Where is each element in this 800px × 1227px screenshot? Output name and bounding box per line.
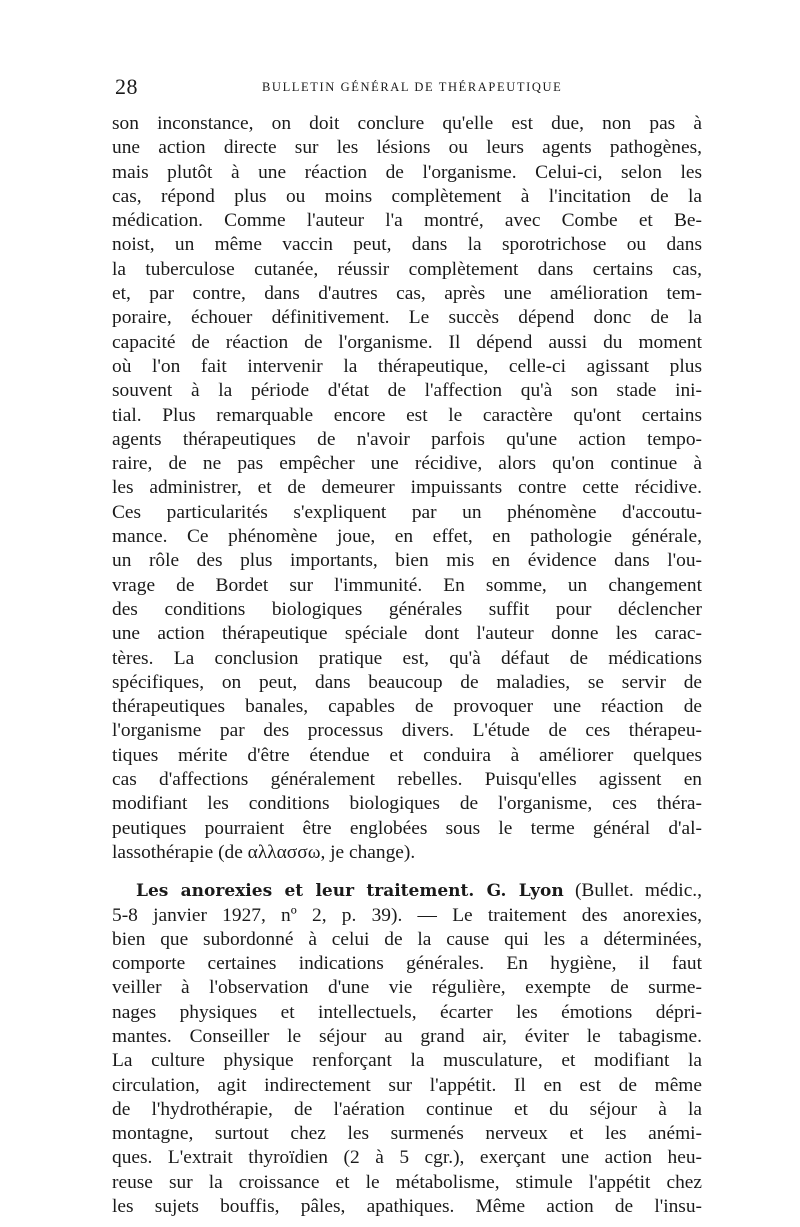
text-line: modifiant les conditions biologiques de l'organisme, ces théra- bbox=[112, 793, 702, 815]
text-line: l'organisme par des processus divers. L'étude de ces thérapeu- bbox=[112, 720, 702, 742]
text-line: spécifiques, on peut, dans beaucoup de maladies, se servir de bbox=[112, 671, 702, 693]
text-line: souvent à la période d'état de l'affection qu'à son stade ini- bbox=[112, 380, 702, 402]
text-line: mance. Ce phénomène joue, en effet, en pathologie générale, bbox=[112, 526, 702, 548]
text-line: lassothérapie (de αλλασσω, je change). bbox=[112, 841, 416, 863]
text-line: thérapeutiques banales, capables de provoquer une réaction de bbox=[112, 696, 702, 718]
text-line: poraire, échouer définitivement. Le succès dépend donc de la bbox=[112, 307, 702, 329]
text-line: son inconstance, on doit conclure qu'elle est due, non pas à bbox=[112, 113, 702, 134]
paragraph-gap bbox=[112, 865, 702, 879]
text-line: tiques mérite d'être étendue et conduira à améliorer quelques bbox=[112, 744, 702, 766]
text-line: montagne, surtout chez les surmenés nerveux et les anémi- bbox=[112, 1123, 702, 1145]
text-line: les administrer, et de demeurer impuissants contre cette récidive. bbox=[112, 477, 702, 499]
text-line: mais plutôt à une réaction de l'organisme. Celui-ci, selon les bbox=[112, 161, 702, 183]
text-line: où l'on fait intervenir la thérapeutique, celle-ci agissant plus bbox=[112, 355, 702, 377]
section-anorexies bbox=[112, 879, 702, 1219]
text-line: et, par contre, dans d'autres cas, après une amélioration tem- bbox=[112, 283, 702, 305]
section-first-line bbox=[112, 879, 702, 903]
text-line: agents thérapeutiques de n'avoir parfois qu'une action tempo- bbox=[112, 428, 702, 450]
text-line: capacité de réaction de l'organisme. Il dépend aussi du moment bbox=[112, 331, 702, 353]
text-line: nages physiques et intellectuels, écarter les émotions dépri- bbox=[112, 1001, 702, 1023]
text-line: une action thérapeutique spéciale dont l'auteur donne les carac- bbox=[112, 623, 702, 645]
text-line: Ces particularités s'expliquent par un phénomène d'accoutu- bbox=[112, 501, 702, 523]
text-line: 5-8 janvier 1927, nº 2, p. 39). — Le traitement des anorexies, bbox=[112, 904, 702, 926]
page-number: 28 bbox=[115, 74, 138, 99]
running-head: BULLETIN GÉNÉRAL DE THÉRAPEUTIQUE bbox=[262, 80, 563, 94]
text-line: La culture physique renforçant la musculature, et modifiant la bbox=[112, 1050, 702, 1072]
text-line: reuse sur la croissance et le métabolisme, stimule l'appétit chez bbox=[112, 1171, 702, 1193]
text-line: un rôle des plus importants, bien mis en évidence dans l'ou- bbox=[112, 550, 702, 572]
text-line: une action directe sur les lésions ou leurs agents pathogènes, bbox=[112, 137, 702, 159]
page-header bbox=[115, 74, 710, 104]
text-line: tères. La conclusion pratique est, qu'à défaut de médications bbox=[112, 647, 702, 669]
text-line: la tuberculose cutanée, réussir complètement dans certains cas, bbox=[112, 258, 702, 280]
paragraph-1 bbox=[112, 112, 702, 865]
text-line: mantes. Conseiller le séjour au grand air, éviter le tabagisme. bbox=[112, 1025, 702, 1047]
text-line: des conditions biologiques générales suffit pour déclencher bbox=[112, 598, 702, 620]
text-line: circulation, agit indirectement sur l'appétit. Il en est de même bbox=[112, 1074, 702, 1096]
text-line: vrage de Bordet sur l'immunité. En somme, un changement bbox=[112, 574, 702, 596]
section-title: Les anorexies et leur traitement. G. Lyon bbox=[136, 881, 564, 902]
text-line: tial. Plus remarquable encore est le caractère qu'ont certains bbox=[112, 404, 702, 426]
text-line: cas, répond plus ou moins complètement à l'incitation de la bbox=[112, 185, 702, 207]
text-line: veiller à l'observation d'une vie régulière, exempte de surme- bbox=[112, 977, 702, 999]
text-line: raire, de ne pas empêcher une récidive, alors qu'on continue à bbox=[112, 453, 702, 475]
text-line: comporte certaines indications générales. En hygiène, il faut bbox=[112, 953, 702, 975]
body-text bbox=[112, 112, 702, 1219]
text-line: bien que subordonné à celui de la cause qui les a déterminées, bbox=[112, 928, 702, 950]
text-line: les sujets bouffis, pâles, apathiques. Même action de l'insu- bbox=[112, 1196, 702, 1218]
section-citation: (Bullet. médic., bbox=[563, 880, 702, 902]
text-line: noist, un même vaccin peut, dans la sporotrichose ou dans bbox=[112, 234, 702, 256]
text-line: de l'hydrothérapie, de l'aération continue et du séjour à la bbox=[112, 1098, 702, 1120]
text-line: médication. Comme l'auteur l'a montré, avec Combe et Be- bbox=[112, 210, 702, 232]
text-line: peutiques pourraient être englobées sous le terme général d'al- bbox=[112, 817, 702, 839]
text-line: cas d'affections généralement rebelles. Puisqu'elles agissent en bbox=[112, 769, 702, 791]
text-line: ques. L'extrait thyroïdien (2 à 5 cgr.), exerçant une action heu- bbox=[112, 1147, 702, 1169]
